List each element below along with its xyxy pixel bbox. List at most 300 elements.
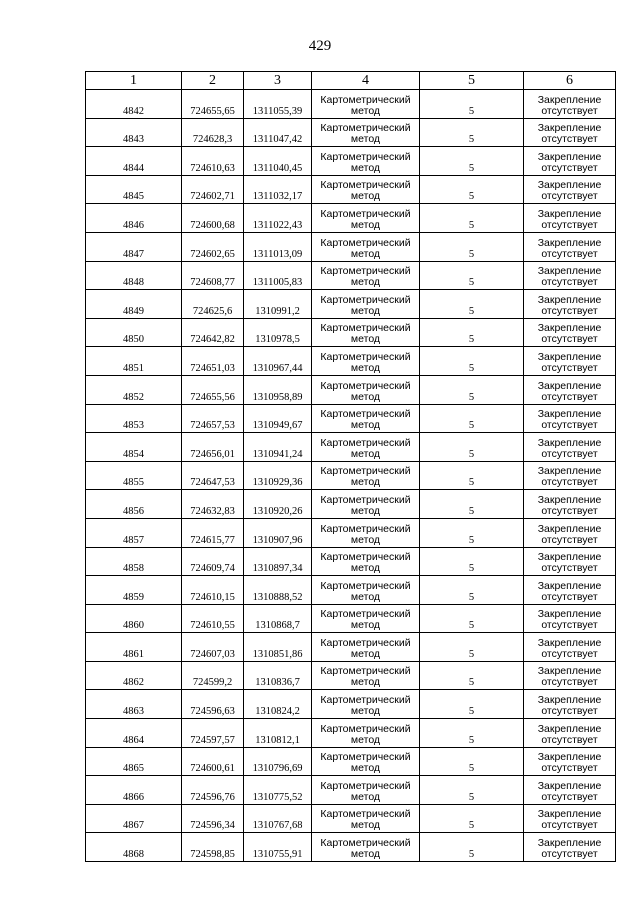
table-row xyxy=(86,232,616,261)
fixation-cell xyxy=(524,232,616,261)
x-coordinate-cell: 724600,61 xyxy=(182,747,244,776)
fixation-line-1: Закрепление xyxy=(537,93,602,106)
point-number-cell: 4863 xyxy=(86,690,182,719)
fixation-line-1: Закрепление xyxy=(537,436,602,449)
accuracy-cell: 5 xyxy=(420,375,524,404)
method-line-1: Картометрический xyxy=(320,808,411,821)
fixation-line-2: отсутствует xyxy=(541,705,598,718)
fixation-cell xyxy=(524,433,616,462)
point-number-cell: 4847 xyxy=(86,232,182,261)
point-number-cell: 4855 xyxy=(86,461,182,490)
accuracy-cell: 5 xyxy=(420,261,524,290)
table-row xyxy=(86,518,616,547)
x-coordinate-cell: 724596,76 xyxy=(182,776,244,805)
x-coordinate-cell: 724625,6 xyxy=(182,290,244,319)
method-cell xyxy=(312,147,420,176)
method-line-1: Картометрический xyxy=(320,236,411,249)
table-row xyxy=(86,90,616,119)
table-row xyxy=(86,118,616,147)
fixation-line-1: Закрепление xyxy=(537,837,602,850)
fixation-cell xyxy=(524,147,616,176)
fixation-line-2: отсутствует xyxy=(541,190,598,203)
fixation-cell xyxy=(524,261,616,290)
point-number-cell: 4852 xyxy=(86,375,182,404)
y-coordinate-cell: 1310920,26 xyxy=(244,490,312,519)
x-coordinate-cell: 724642,82 xyxy=(182,318,244,347)
fixation-line-1: Закрепление xyxy=(537,179,602,192)
accuracy-cell: 5 xyxy=(420,547,524,576)
table-row xyxy=(86,604,616,633)
y-coordinate-cell: 1310941,24 xyxy=(244,433,312,462)
fixation-cell xyxy=(524,318,616,347)
fixation-cell xyxy=(524,690,616,719)
method-line-2: метод xyxy=(350,476,381,489)
fixation-line-1: Закрепление xyxy=(537,579,602,592)
method-line-1: Картометрический xyxy=(320,694,411,707)
method-line-1: Картометрический xyxy=(320,465,411,478)
point-number-cell: 4865 xyxy=(86,747,182,776)
fixation-line-1: Закрепление xyxy=(537,493,602,506)
method-cell xyxy=(312,804,420,833)
table-header xyxy=(86,72,616,90)
method-cell xyxy=(312,290,420,319)
accuracy-cell: 5 xyxy=(420,90,524,119)
method-line-2: метод xyxy=(350,733,381,746)
method-cell xyxy=(312,433,420,462)
accuracy-cell: 5 xyxy=(420,232,524,261)
fixation-line-1: Закрепление xyxy=(537,150,602,163)
accuracy-cell: 5 xyxy=(420,433,524,462)
fixation-line-2: отсутствует xyxy=(541,390,598,403)
y-coordinate-cell: 1310812,1 xyxy=(244,719,312,748)
method-line-2: метод xyxy=(350,533,381,546)
fixation-cell xyxy=(524,604,616,633)
table-row xyxy=(86,776,616,805)
method-line-1: Картометрический xyxy=(320,150,411,163)
fixation-line-2: отсутствует xyxy=(541,790,598,803)
method-line-1: Картометрический xyxy=(320,322,411,335)
fixation-cell xyxy=(524,118,616,147)
y-coordinate-cell: 1310851,86 xyxy=(244,633,312,662)
table-row xyxy=(86,633,616,662)
y-coordinate-cell: 1310949,67 xyxy=(244,404,312,433)
fixation-line-1: Закрепление xyxy=(537,322,602,335)
method-cell xyxy=(312,776,420,805)
accuracy-cell: 5 xyxy=(420,290,524,319)
y-coordinate-cell: 1310929,36 xyxy=(244,461,312,490)
fixation-cell xyxy=(524,719,616,748)
y-coordinate-cell: 1311013,09 xyxy=(244,232,312,261)
method-cell xyxy=(312,347,420,376)
y-coordinate-cell: 1310991,2 xyxy=(244,290,312,319)
header-col-5: 5 xyxy=(420,72,524,90)
point-number-cell: 4842 xyxy=(86,90,182,119)
fixation-line-1: Закрепление xyxy=(537,751,602,764)
fixation-line-2: отсутствует xyxy=(541,590,598,603)
x-coordinate-cell: 724596,63 xyxy=(182,690,244,719)
header-col-1: 1 xyxy=(86,72,182,90)
fixation-line-2: отсутствует xyxy=(541,218,598,231)
fixation-line-1: Закрепление xyxy=(537,779,602,792)
fixation-line-2: отсутствует xyxy=(541,819,598,832)
fixation-line-2: отсутствует xyxy=(541,676,598,689)
method-cell xyxy=(312,576,420,605)
table-row xyxy=(86,318,616,347)
y-coordinate-cell: 1310868,7 xyxy=(244,604,312,633)
fixation-cell xyxy=(524,175,616,204)
fixation-line-2: отсутствует xyxy=(541,619,598,632)
fixation-line-2: отсутствует xyxy=(541,304,598,317)
table-row xyxy=(86,690,616,719)
y-coordinate-cell: 1310767,68 xyxy=(244,804,312,833)
fixation-line-2: отсутствует xyxy=(541,276,598,289)
method-line-1: Картометрический xyxy=(320,608,411,621)
point-number-cell: 4867 xyxy=(86,804,182,833)
method-line-1: Картометрический xyxy=(320,722,411,735)
method-line-1: Картометрический xyxy=(320,779,411,792)
fixation-cell xyxy=(524,204,616,233)
fixation-cell xyxy=(524,290,616,319)
fixation-line-1: Закрепление xyxy=(537,665,602,678)
y-coordinate-cell: 1310907,96 xyxy=(244,518,312,547)
method-cell xyxy=(312,90,420,119)
method-cell xyxy=(312,375,420,404)
x-coordinate-cell: 724610,55 xyxy=(182,604,244,633)
method-line-2: метод xyxy=(350,247,381,260)
table-row xyxy=(86,719,616,748)
method-line-1: Картометрический xyxy=(320,265,411,278)
table-row xyxy=(86,576,616,605)
fixation-line-1: Закрепление xyxy=(537,636,602,649)
fixation-line-2: отсутствует xyxy=(541,247,598,260)
x-coordinate-cell: 724599,2 xyxy=(182,661,244,690)
y-coordinate-cell: 1310824,2 xyxy=(244,690,312,719)
point-number-cell: 4848 xyxy=(86,261,182,290)
method-line-2: метод xyxy=(350,361,381,374)
point-number-cell: 4859 xyxy=(86,576,182,605)
method-line-2: метод xyxy=(350,647,381,660)
fixation-cell xyxy=(524,804,616,833)
method-cell xyxy=(312,204,420,233)
accuracy-cell: 5 xyxy=(420,518,524,547)
y-coordinate-cell: 1310958,89 xyxy=(244,375,312,404)
method-line-2: метод xyxy=(350,419,381,432)
method-line-1: Картометрический xyxy=(320,665,411,678)
y-coordinate-cell: 1310967,44 xyxy=(244,347,312,376)
method-line-1: Картометрический xyxy=(320,379,411,392)
method-line-2: метод xyxy=(350,762,381,775)
point-number-cell: 4845 xyxy=(86,175,182,204)
table-row xyxy=(86,261,616,290)
table-row xyxy=(86,804,616,833)
point-number-cell: 4849 xyxy=(86,290,182,319)
method-line-2: метод xyxy=(350,504,381,517)
method-line-1: Картометрический xyxy=(320,207,411,220)
y-coordinate-cell: 1311047,42 xyxy=(244,118,312,147)
table-row xyxy=(86,461,616,490)
accuracy-cell: 5 xyxy=(420,576,524,605)
x-coordinate-cell: 724655,56 xyxy=(182,375,244,404)
y-coordinate-cell: 1310888,52 xyxy=(244,576,312,605)
fixation-line-1: Закрепление xyxy=(537,694,602,707)
method-cell xyxy=(312,604,420,633)
accuracy-cell: 5 xyxy=(420,633,524,662)
fixation-line-1: Закрепление xyxy=(537,465,602,478)
accuracy-cell: 5 xyxy=(420,404,524,433)
accuracy-cell: 5 xyxy=(420,804,524,833)
method-line-2: метод xyxy=(350,619,381,632)
accuracy-cell: 5 xyxy=(420,604,524,633)
method-line-2: метод xyxy=(350,133,381,146)
method-line-2: метод xyxy=(350,390,381,403)
method-cell xyxy=(312,547,420,576)
method-cell xyxy=(312,719,420,748)
method-line-2: метод xyxy=(350,333,381,346)
method-line-1: Картометрический xyxy=(320,93,411,106)
fixation-line-2: отсутствует xyxy=(541,562,598,575)
method-cell xyxy=(312,661,420,690)
fixation-line-1: Закрепление xyxy=(537,122,602,135)
x-coordinate-cell: 724628,3 xyxy=(182,118,244,147)
method-line-2: метод xyxy=(350,705,381,718)
header-row xyxy=(86,72,616,90)
fixation-line-1: Закрепление xyxy=(537,551,602,564)
accuracy-cell: 5 xyxy=(420,747,524,776)
point-number-cell: 4851 xyxy=(86,347,182,376)
point-number-cell: 4857 xyxy=(86,518,182,547)
x-coordinate-cell: 724602,71 xyxy=(182,175,244,204)
fixation-cell xyxy=(524,776,616,805)
method-cell xyxy=(312,518,420,547)
method-line-1: Картометрический xyxy=(320,408,411,421)
x-coordinate-cell: 724610,63 xyxy=(182,147,244,176)
fixation-cell xyxy=(524,490,616,519)
y-coordinate-cell: 1310755,91 xyxy=(244,833,312,862)
table-row xyxy=(86,290,616,319)
fixation-line-2: отсутствует xyxy=(541,533,598,546)
fixation-line-2: отсутствует xyxy=(541,447,598,460)
method-line-1: Картометрический xyxy=(320,179,411,192)
method-line-2: метод xyxy=(350,848,381,861)
method-line-1: Картометрический xyxy=(320,293,411,306)
y-coordinate-cell: 1311055,39 xyxy=(244,90,312,119)
x-coordinate-cell: 724651,03 xyxy=(182,347,244,376)
fixation-line-2: отсутствует xyxy=(541,104,598,117)
point-number-cell: 4843 xyxy=(86,118,182,147)
accuracy-cell: 5 xyxy=(420,776,524,805)
header-col-4: 4 xyxy=(312,72,420,90)
fixation-cell xyxy=(524,576,616,605)
table-body xyxy=(86,90,616,862)
x-coordinate-cell: 724632,83 xyxy=(182,490,244,519)
table-row xyxy=(86,347,616,376)
accuracy-cell: 5 xyxy=(420,461,524,490)
table-row xyxy=(86,375,616,404)
header-col-3: 3 xyxy=(244,72,312,90)
x-coordinate-cell: 724647,53 xyxy=(182,461,244,490)
x-coordinate-cell: 724656,01 xyxy=(182,433,244,462)
method-cell xyxy=(312,318,420,347)
method-cell xyxy=(312,404,420,433)
point-number-cell: 4854 xyxy=(86,433,182,462)
method-line-1: Картометрический xyxy=(320,436,411,449)
method-line-2: метод xyxy=(350,590,381,603)
point-number-cell: 4844 xyxy=(86,147,182,176)
fixation-line-1: Закрепление xyxy=(537,722,602,735)
method-line-1: Картометрический xyxy=(320,579,411,592)
x-coordinate-cell: 724615,77 xyxy=(182,518,244,547)
accuracy-cell: 5 xyxy=(420,204,524,233)
fixation-line-1: Закрепление xyxy=(537,522,602,535)
method-cell xyxy=(312,461,420,490)
point-number-cell: 4862 xyxy=(86,661,182,690)
fixation-line-2: отсутствует xyxy=(541,419,598,432)
table-row xyxy=(86,175,616,204)
table-row xyxy=(86,547,616,576)
point-number-cell: 4864 xyxy=(86,719,182,748)
fixation-line-1: Закрепление xyxy=(537,808,602,821)
method-line-2: метод xyxy=(350,304,381,317)
method-cell xyxy=(312,690,420,719)
fixation-cell xyxy=(524,375,616,404)
fixation-line-1: Закрепление xyxy=(537,265,602,278)
point-number-cell: 4846 xyxy=(86,204,182,233)
method-cell xyxy=(312,232,420,261)
accuracy-cell: 5 xyxy=(420,147,524,176)
fixation-line-1: Закрепление xyxy=(537,207,602,220)
table-row xyxy=(86,404,616,433)
fixation-cell xyxy=(524,661,616,690)
point-number-cell: 4856 xyxy=(86,490,182,519)
method-line-1: Картометрический xyxy=(320,551,411,564)
table-row xyxy=(86,147,616,176)
table-row xyxy=(86,204,616,233)
fixation-line-2: отсутствует xyxy=(541,476,598,489)
x-coordinate-cell: 724610,15 xyxy=(182,576,244,605)
method-line-2: метод xyxy=(350,819,381,832)
point-number-cell: 4861 xyxy=(86,633,182,662)
fixation-cell xyxy=(524,518,616,547)
y-coordinate-cell: 1311032,17 xyxy=(244,175,312,204)
accuracy-cell: 5 xyxy=(420,318,524,347)
point-number-cell: 4850 xyxy=(86,318,182,347)
fixation-line-1: Закрепление xyxy=(537,379,602,392)
accuracy-cell: 5 xyxy=(420,347,524,376)
y-coordinate-cell: 1310796,69 xyxy=(244,747,312,776)
method-line-2: метод xyxy=(350,790,381,803)
table-row xyxy=(86,433,616,462)
x-coordinate-cell: 724598,85 xyxy=(182,833,244,862)
fixation-line-2: отсутствует xyxy=(541,161,598,174)
method-line-2: метод xyxy=(350,276,381,289)
accuracy-cell: 5 xyxy=(420,118,524,147)
table-row xyxy=(86,833,616,862)
x-coordinate-cell: 724607,03 xyxy=(182,633,244,662)
method-cell xyxy=(312,633,420,662)
accuracy-cell: 5 xyxy=(420,833,524,862)
y-coordinate-cell: 1310836,7 xyxy=(244,661,312,690)
table-row xyxy=(86,490,616,519)
method-line-1: Картометрический xyxy=(320,350,411,363)
fixation-cell xyxy=(524,461,616,490)
point-number-cell: 4853 xyxy=(86,404,182,433)
point-number-cell: 4858 xyxy=(86,547,182,576)
fixation-line-2: отсутствует xyxy=(541,333,598,346)
fixation-line-2: отсутствует xyxy=(541,647,598,660)
method-cell xyxy=(312,175,420,204)
fixation-cell xyxy=(524,547,616,576)
y-coordinate-cell: 1310897,34 xyxy=(244,547,312,576)
y-coordinate-cell: 1311040,45 xyxy=(244,147,312,176)
y-coordinate-cell: 1310978,5 xyxy=(244,318,312,347)
method-line-1: Картометрический xyxy=(320,493,411,506)
method-line-1: Картометрический xyxy=(320,122,411,135)
y-coordinate-cell: 1310775,52 xyxy=(244,776,312,805)
header-col-6: 6 xyxy=(524,72,616,90)
method-line-2: метод xyxy=(350,447,381,460)
coordinates-table xyxy=(85,71,616,862)
fixation-line-1: Закрепление xyxy=(537,293,602,306)
fixation-line-2: отсутствует xyxy=(541,848,598,861)
accuracy-cell: 5 xyxy=(420,719,524,748)
table-row xyxy=(86,661,616,690)
y-coordinate-cell: 1311005,83 xyxy=(244,261,312,290)
method-line-1: Картометрический xyxy=(320,636,411,649)
fixation-cell xyxy=(524,404,616,433)
x-coordinate-cell: 724609,74 xyxy=(182,547,244,576)
fixation-line-2: отсутствует xyxy=(541,504,598,517)
method-line-2: метод xyxy=(350,190,381,203)
accuracy-cell: 5 xyxy=(420,661,524,690)
x-coordinate-cell: 724596,34 xyxy=(182,804,244,833)
x-coordinate-cell: 724657,53 xyxy=(182,404,244,433)
fixation-cell xyxy=(524,90,616,119)
accuracy-cell: 5 xyxy=(420,175,524,204)
method-line-2: метод xyxy=(350,218,381,231)
accuracy-cell: 5 xyxy=(420,490,524,519)
fixation-line-1: Закрепление xyxy=(537,408,602,421)
fixation-line-2: отсутствует xyxy=(541,733,598,746)
method-line-2: метод xyxy=(350,104,381,117)
method-line-1: Картометрический xyxy=(320,837,411,850)
header-col-2: 2 xyxy=(182,72,244,90)
fixation-cell xyxy=(524,833,616,862)
method-cell xyxy=(312,490,420,519)
method-cell xyxy=(312,261,420,290)
point-number-cell: 4866 xyxy=(86,776,182,805)
fixation-cell xyxy=(524,747,616,776)
table-row xyxy=(86,747,616,776)
page-number: 429 xyxy=(308,38,332,54)
x-coordinate-cell: 724600,68 xyxy=(182,204,244,233)
method-line-2: метод xyxy=(350,676,381,689)
method-line-1: Картометрический xyxy=(320,751,411,764)
fixation-cell xyxy=(524,347,616,376)
point-number-cell: 4860 xyxy=(86,604,182,633)
method-line-2: метод xyxy=(350,562,381,575)
fixation-line-1: Закрепление xyxy=(537,350,602,363)
fixation-line-1: Закрепление xyxy=(537,236,602,249)
x-coordinate-cell: 724602,65 xyxy=(182,232,244,261)
x-coordinate-cell: 724655,65 xyxy=(182,90,244,119)
fixation-line-2: отсутствует xyxy=(541,361,598,374)
fixation-line-2: отсутствует xyxy=(541,762,598,775)
method-cell xyxy=(312,118,420,147)
fixation-line-1: Закрепление xyxy=(537,608,602,621)
x-coordinate-cell: 724597,57 xyxy=(182,719,244,748)
fixation-cell xyxy=(524,633,616,662)
method-cell xyxy=(312,833,420,862)
